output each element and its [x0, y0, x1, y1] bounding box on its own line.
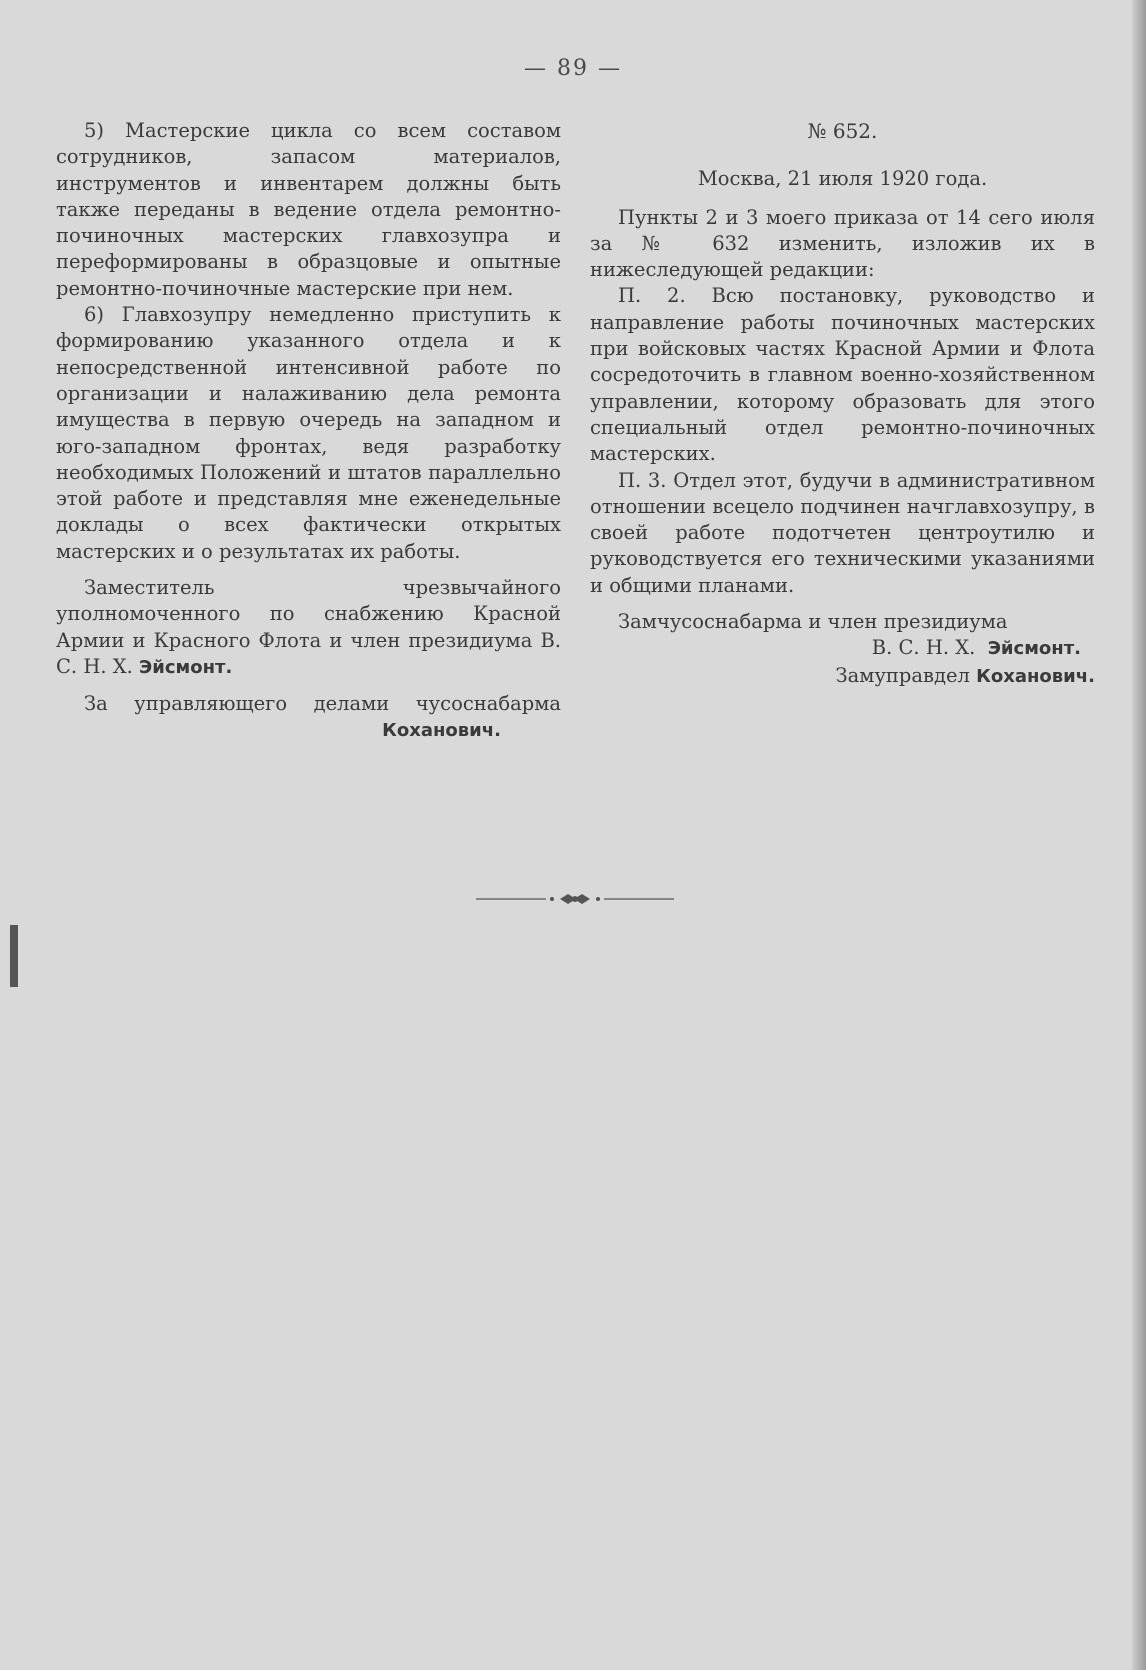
signature-block-2-name: Коханович. — [382, 719, 501, 741]
paragraph-intro: Пункты 2 и 3 моего приказа от 14 сего июля за № 632 изменить, изложив их в нижеследующей редакции: — [590, 205, 1095, 282]
paragraph-p2: П. 2. Всю постановку, руководство и направление работы починочных мастерских при войсковых частях Красной Армии и Флота сосредоточить в главном военно-хозяйственном управлении, которому образовать для этого специальный отдел ремонтно-починочных мастерских. — [590, 284, 1095, 466]
signature-block-1-line — [590, 635, 1095, 662]
signature-block-1-label: Замчусоснабарма и член президиума — [618, 610, 1008, 634]
signature-name: Коханович. — [976, 665, 1095, 687]
paragraph-item-6: 6) Главхозупру немедленно приступить к формированию указанного отдела и к непосредственной интенсивной работе по организации и налаживанию дела ремонта имущества в первую очередь на западном и юго-западном фронтах, ведя разработку необходимых Положений и штатов параллельно этой работе и представляя мне еженедельные доклады о всех фактически открытых мастерских и о результатах их работы. — [56, 303, 561, 563]
signature-block-2-line — [590, 663, 1095, 690]
right-column — [590, 118, 1095, 690]
signature-name: Эйсмонт. — [139, 656, 233, 678]
left-column — [56, 118, 561, 744]
order-number: № 652. — [807, 119, 878, 143]
ornament-divider-icon — [476, 893, 674, 905]
signature-block-1 — [56, 575, 561, 681]
signature-text: Замуправдел — [835, 663, 970, 687]
signature-block-2-label: За управляющего делами чусоснабарма — [84, 692, 561, 716]
paragraph-p3: П. 3. Отдел этот, будучи в административном отношении всецело подчинен начглавхозупру, в своей работе подотчетен центроутилю и руководствуется его техническими указаниями и общими планами. — [590, 468, 1095, 597]
signature-text: Заместитель чрезвычайного уполномоченного по снабжению Красной Армии и Красного Флота и член президиума В. С. Н. Х. — [56, 576, 561, 678]
paragraph-item-5: 5) Мастерские цикла со всем составом сотрудников, запасом материалов, инструментов и инвентарем должны быть также переданы в ведение отдела ремонтно-починочных мастерских главхозупра и переформированы в образцовые и опытные ремонтно-починочные мастерские при нем. — [56, 119, 561, 300]
page-number: — 89 — — [524, 56, 622, 81]
signature-prefix: В. С. Н. Х. — [871, 636, 976, 660]
scan-margin-mark — [10, 925, 18, 987]
signature-name: Эйсмонт. — [987, 638, 1081, 660]
page-edge-shadow — [1132, 0, 1146, 1670]
date-line: Москва, 21 июля 1920 года. — [697, 167, 988, 191]
